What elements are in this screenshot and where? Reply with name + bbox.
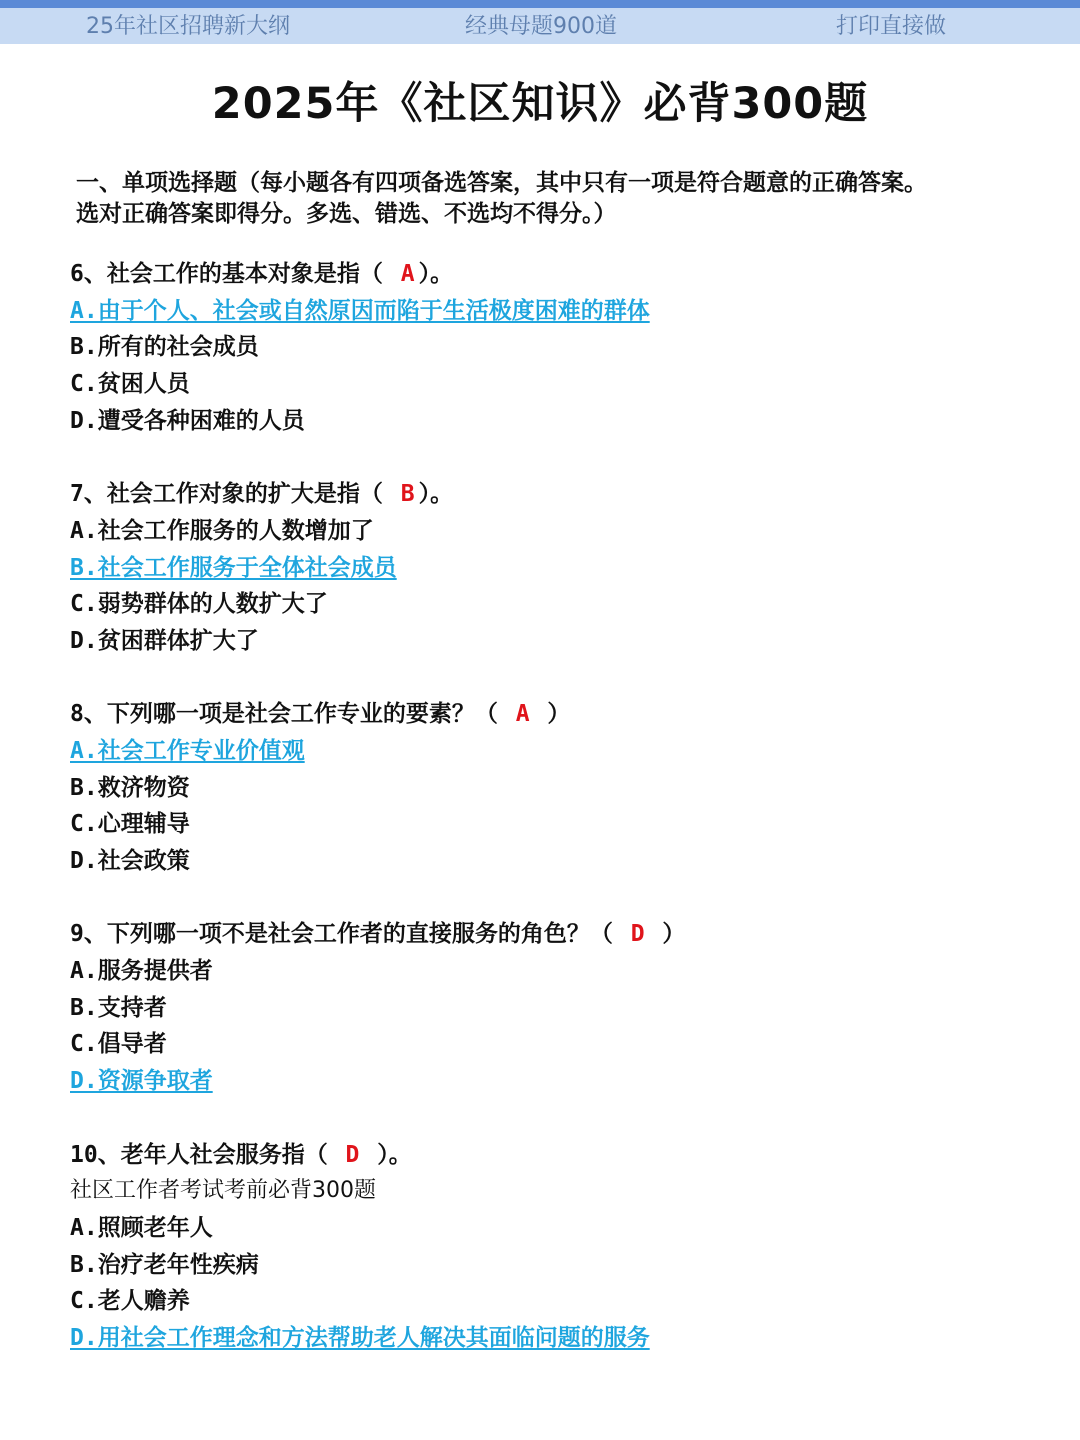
option-text: A.社会工作专业价值观 <box>70 737 305 764</box>
option-text: B.社会工作服务于全体社会成员 <box>70 554 397 581</box>
option-text: B.支持者 <box>70 994 167 1021</box>
option <box>70 953 1030 990</box>
option-text: A.服务提供者 <box>70 958 213 985</box>
question-stem <box>70 696 1030 733</box>
option-correct <box>70 293 1030 330</box>
option <box>70 623 1030 660</box>
question-answer-letter: A <box>515 701 530 728</box>
option-text: B.所有的社会成员 <box>70 334 259 361</box>
option <box>70 366 1030 403</box>
option <box>70 586 1030 623</box>
question-stem-end: ） <box>533 701 571 728</box>
option-text: C.贫困人员 <box>70 371 190 398</box>
option <box>70 1026 1030 1063</box>
question-stem-text: 10、老年人社会服务指（ <box>70 1141 342 1168</box>
question-stem <box>70 256 1030 293</box>
option-text: D.贫困群体扩大了 <box>70 627 259 654</box>
question-stem <box>70 1137 1030 1174</box>
option-correct <box>70 1320 1030 1357</box>
option-text: C.心理辅导 <box>70 811 190 838</box>
question-gap <box>70 880 1030 917</box>
option <box>70 843 1030 880</box>
question-item <box>70 1137 1030 1357</box>
question-stem-end: ）。 <box>363 1141 412 1168</box>
instructions-line-2: 选对正确答案即得分。多选、错选、不选均不得分。） <box>76 201 617 227</box>
question-answer-letter: B <box>400 481 415 508</box>
banner-left-text: 25年社区招聘新大纲 <box>86 14 290 39</box>
option-text: A.社会工作服务的人数增加了 <box>70 517 374 544</box>
question-item <box>70 696 1030 879</box>
option-text: C.倡导者 <box>70 1031 167 1058</box>
question-list <box>70 256 1030 1357</box>
option-text: B.治疗老年性疾病 <box>70 1251 259 1278</box>
question-gap <box>70 660 1030 697</box>
option-text: C.弱势群体的人数扩大了 <box>70 591 328 618</box>
question-item <box>70 256 1030 439</box>
option <box>70 1283 1030 1320</box>
banner-right-text: 打印直接做 <box>836 14 947 39</box>
option <box>70 1210 1030 1247</box>
option-text: B.救济物资 <box>70 774 190 801</box>
top-stripe <box>0 0 1080 8</box>
header-banner <box>0 8 1080 44</box>
question-answer-letter: D <box>630 921 645 948</box>
option <box>70 770 1030 807</box>
option <box>70 806 1030 843</box>
document-title: 2025年《社区知识》必背300题 <box>211 79 869 129</box>
instructions-line-1: 一、单项选择题（每小题各有四项备选答案，其中只有一项是符合题意的正确答案。 <box>76 170 927 196</box>
option-correct <box>70 1063 1030 1100</box>
question-stem-text: 6、社会工作的基本对象是指（ <box>70 261 397 287</box>
option-text: D.资源争取者 <box>70 1068 213 1095</box>
question-answer-letter: A <box>400 261 415 287</box>
question-stem-end: ）。 <box>418 481 454 508</box>
option <box>70 513 1030 550</box>
question-stem <box>70 476 1030 513</box>
question-stem <box>70 916 1030 953</box>
question-stem-text: 9、下列哪一项不是社会工作者的直接服务的角色？（ <box>70 921 627 948</box>
question-gap <box>70 1100 1030 1137</box>
option-text: D.遭受各种困难的人员 <box>70 407 305 434</box>
question-stem-text: 8、下列哪一项是社会工作专业的要素？（ <box>70 701 512 728</box>
option-text: A.照顾老年人 <box>70 1214 213 1241</box>
question-stem-text: 7、社会工作对象的扩大是指（ <box>70 481 397 508</box>
option-text: C.老人赡养 <box>70 1288 190 1315</box>
question-stem-end: ）。 <box>418 261 454 287</box>
option-correct <box>70 733 1030 770</box>
question-gap <box>70 439 1030 476</box>
section-instructions <box>76 168 1036 230</box>
option <box>70 329 1030 366</box>
option-text: D.用社会工作理念和方法帮助老人解决其面临问题的服务 <box>70 1324 650 1351</box>
option-correct <box>70 550 1030 587</box>
question-note: 社区工作者考试考前必背300题 <box>70 1178 376 1204</box>
question-item <box>70 916 1030 1099</box>
option <box>70 1247 1030 1284</box>
option-text: D.社会政策 <box>70 848 190 874</box>
option-text: A.由于个人、社会或自然原因而陷于生活极度困难的群体 <box>70 297 650 324</box>
option <box>70 990 1030 1027</box>
option <box>70 403 1030 440</box>
question-item <box>70 476 1030 659</box>
question-answer-letter: D <box>345 1141 360 1168</box>
question-stem-end: ） <box>648 921 686 948</box>
banner-middle-text: 经典母题900道 <box>465 14 617 39</box>
